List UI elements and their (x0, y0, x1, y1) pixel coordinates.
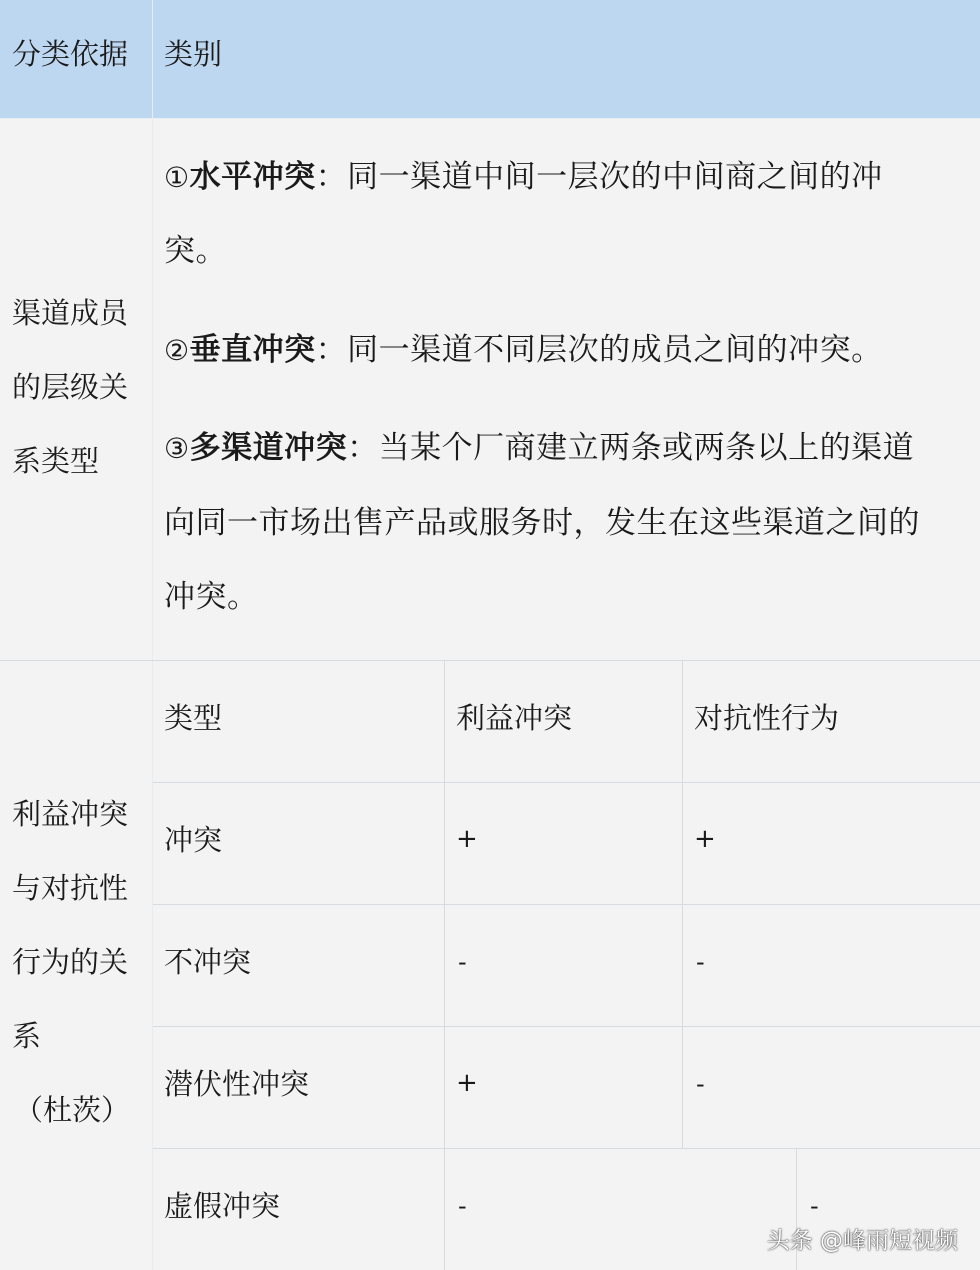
table-row-type: 虚假冲突 (164, 1189, 281, 1223)
table-header-confrontational-behavior: 对抗性行为 (694, 701, 840, 735)
table-row-confront: + (694, 824, 716, 854)
item-multichannel-conflict-cont-2: 冲突。 (164, 579, 259, 615)
table-row-interest: - (458, 948, 467, 976)
item-description: 同一渠道不同层次的成员之间的冲突。 (347, 332, 883, 368)
table-row-interest: - (458, 1192, 467, 1220)
item-vertical-conflict (164, 332, 883, 368)
table-header-type: 类型 (164, 701, 223, 735)
item-colon: ： (347, 430, 379, 466)
header-cell-category (153, 0, 980, 118)
table-row-type: 潜伏性冲突 (164, 1067, 310, 1101)
item-horizontal-conflict (164, 159, 883, 195)
watermark-text: 头条 @峰雨短视频 (766, 1228, 958, 1254)
item-description: 同一渠道中间一层次的中间商之间的冲 (347, 159, 883, 195)
table-row-interest: + (456, 824, 478, 854)
header-category-label: 类别 (164, 37, 223, 71)
divider (0, 118, 980, 119)
item-multichannel-conflict-cont-1: 向同一市场出售产品或服务时，发生在这些渠道之间的 (164, 505, 920, 541)
item-number: ① (164, 161, 190, 194)
divider (152, 0, 153, 1270)
table-row-confront: - (696, 1070, 705, 1098)
divider (0, 660, 980, 661)
table-row-confront: - (810, 1192, 819, 1220)
item-number: ③ (164, 432, 190, 465)
section2-label-line-3: 行为的关 (12, 945, 129, 979)
table-row-interest: + (456, 1068, 478, 1098)
section2-label-line-4: 系 (12, 1019, 42, 1053)
item-term: 水平冲突 (189, 159, 316, 195)
item-horizontal-conflict-cont: 突。 (164, 233, 227, 269)
section1-label-line-1: 渠道成员 (12, 296, 129, 330)
item-term: 多渠道冲突 (189, 430, 348, 466)
divider (153, 782, 980, 783)
table-row-type: 不冲突 (164, 945, 252, 979)
header-basis-label: 分类依据 (12, 37, 129, 71)
divider (682, 661, 683, 1149)
item-term: 垂直冲突 (189, 332, 316, 368)
divider (153, 1026, 980, 1027)
section1-label-line-2: 的层级关 (12, 370, 129, 404)
item-colon: ： (315, 332, 348, 368)
table-row-confront: - (696, 948, 705, 976)
divider (153, 904, 980, 905)
item-description: 当某个厂商建立两条或两条以上的渠道 (378, 430, 915, 466)
item-colon: ： (315, 159, 348, 195)
section2-label-line-2: 与对抗性 (12, 871, 129, 905)
section2-label-line-1: 利益冲突 (12, 797, 129, 831)
table-row-type: 冲突 (164, 823, 223, 857)
table-header-interest-conflict: 利益冲突 (456, 701, 573, 735)
section2-label-line-5: （杜茨） (14, 1093, 131, 1127)
item-multichannel-conflict (164, 430, 915, 466)
divider (153, 1148, 980, 1149)
divider (444, 661, 445, 1270)
section2-table-cell (153, 661, 980, 1270)
section1-content-cell (153, 119, 980, 660)
item-number: ② (164, 334, 190, 367)
section1-label-line-3: 系类型 (12, 444, 100, 478)
